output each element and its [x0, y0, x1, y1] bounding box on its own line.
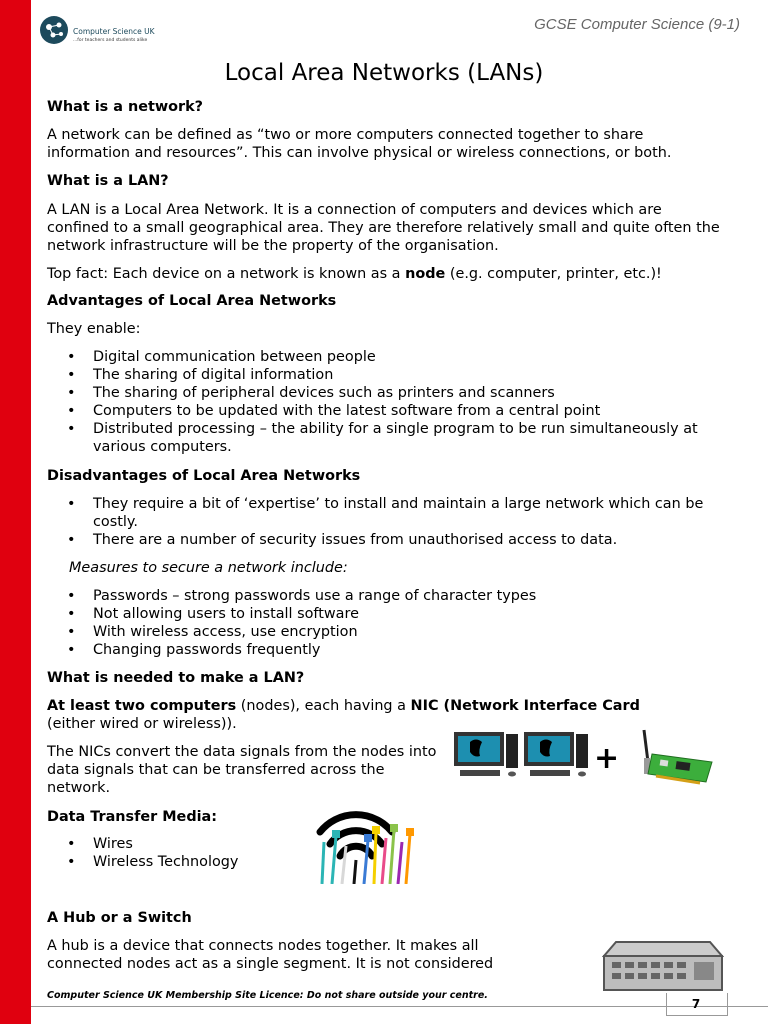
top-fact: [47, 265, 728, 283]
advantages-intro: They enable:: [47, 321, 141, 337]
needed-bold-nic: NIC (Network Interface Card: [410, 698, 640, 714]
list-item: • The sharing of peripheral devices such as printers and scanners: [47, 384, 728, 402]
measures-list: [47, 587, 728, 659]
switch-icon: [602, 940, 724, 992]
advantages-heading: Advantages of Local Area Networks: [47, 293, 337, 309]
lan-text: A LAN is a Local Area Network. It is a connection of computers and devices which are confined to a small geographical area. They are therefore relatively small and quite often the network infrastructure will be the property of the organisation.: [47, 202, 720, 254]
cables-icon: [316, 822, 416, 884]
lan-heading: What is a LAN?: [47, 173, 169, 189]
subject-header: GCSE Computer Science (9-1): [534, 16, 740, 33]
list-item: • The sharing of digital information: [47, 366, 728, 384]
list-item: • Wires: [47, 835, 728, 853]
hub-heading: A Hub or a Switch: [47, 910, 192, 926]
list-item: • Wireless Technology: [47, 853, 728, 871]
needed-tail: (either wired or wireless)).: [47, 716, 237, 732]
measures-intro: Measures to secure a network include:: [69, 560, 348, 576]
footer-licence: Computer Science UK Membership Site Licence: Do not share outside your centre.: [47, 990, 488, 1001]
list-item: • Changing passwords frequently: [47, 641, 728, 659]
needed-mid: (nodes), each having a: [236, 698, 411, 714]
logo: [38, 14, 158, 48]
list-item: • With wireless access, use encryption: [47, 623, 728, 641]
page-number: 7: [691, 997, 701, 1011]
footer-divider: [31, 1006, 768, 1007]
logo-subtext: ...for teachers and students alike: [73, 38, 148, 43]
needed-heading: What is needed to make a LAN?: [47, 670, 305, 686]
computer-icon: [452, 728, 592, 780]
plus-sign: +: [594, 741, 620, 776]
network-heading: What is a network?: [47, 99, 204, 115]
advantages-list: [47, 348, 728, 456]
disadvantages-list: [47, 495, 728, 549]
nic-text: The NICs convert the data signals from the nodes into data signals that can be transferred across the network.: [47, 744, 437, 796]
page-title: Local Area Networks (LANs): [224, 60, 544, 86]
top-fact-node: node: [405, 266, 446, 282]
network-text: A network can be defined as “two or more computers connected together to share information and resources”. This can involve physical or wireless connections, or both.: [47, 127, 672, 161]
network-card-icon: [626, 728, 716, 788]
list-item: • There are a number of security issues from unauthorised access to data.: [47, 531, 728, 549]
logo-text: Computer Science UK: [73, 27, 155, 36]
hub-text: A hub is a device that connects nodes together. It makes all connected nodes act as a single segment. It is not considered: [47, 938, 494, 972]
list-item: • Not allowing users to install software: [47, 605, 728, 623]
list-item: • Distributed processing – the ability for a single program to be run simultaneously at various computers.: [47, 420, 728, 456]
red-margin-bar: [0, 0, 31, 1024]
top-fact-post: (e.g. computer, printer, etc.)!: [445, 266, 662, 282]
disadvantages-heading: Disadvantages of Local Area Networks: [47, 468, 361, 484]
top-fact-pre: Top fact: Each device on a network is known as a: [47, 266, 406, 282]
list-item: • Digital communication between people: [47, 348, 728, 366]
needed-bold-computers: At least two computers: [47, 698, 237, 714]
logo-icon: [38, 14, 72, 48]
list-item: • They require a bit of ‘expertise’ to install and maintain a large network which can be costly.: [47, 495, 728, 531]
list-item: • Passwords – strong passwords use a range of character types: [47, 587, 728, 605]
media-heading: Data Transfer Media:: [47, 809, 218, 825]
list-item: • Computers to be updated with the latest software from a central point: [47, 402, 728, 420]
